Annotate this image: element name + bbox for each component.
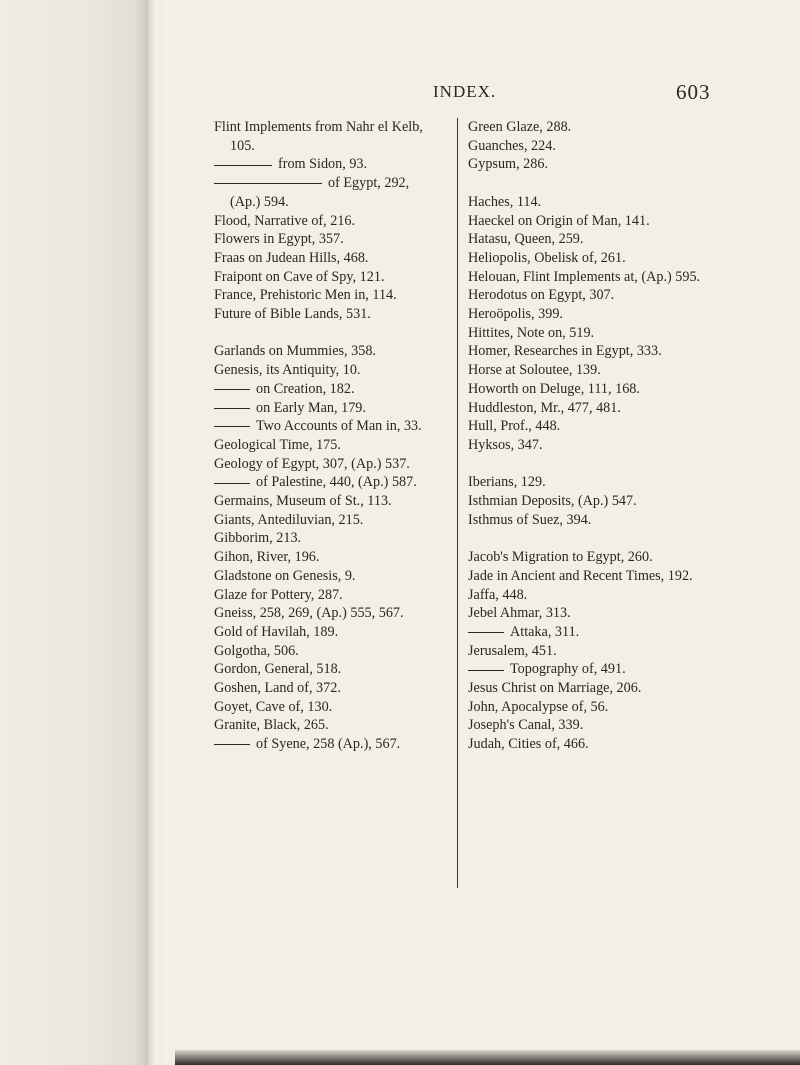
index-entry-text: Fraipont on Cave of Spy, 121.	[214, 268, 385, 285]
index-entry	[214, 529, 429, 548]
index-entry-text: Flowers in Egypt, 357.	[214, 231, 344, 248]
index-entry-text: Huddleston, Mr., 477, 481.	[468, 399, 621, 416]
index-entry	[468, 567, 713, 586]
ditto-dash	[214, 744, 250, 745]
index-entry	[468, 492, 713, 511]
index-entry	[468, 380, 713, 399]
index-entry-text: Golgotha, 506.	[214, 642, 299, 659]
index-entry-text: Gordon, General, 518.	[214, 661, 342, 678]
index-entry	[468, 679, 713, 698]
index-entry	[214, 174, 429, 211]
index-entry	[214, 361, 429, 380]
index-entry-text: Homer, Researches in Egypt, 333.	[468, 343, 662, 360]
index-entry	[214, 604, 429, 623]
index-entry	[214, 586, 429, 605]
index-entry-text: John, Apocalypse of, 56.	[468, 698, 609, 715]
index-entry-text: Goshen, Land of, 372.	[214, 680, 341, 697]
index-entry	[214, 286, 429, 305]
index-entry-text: Garlands on Mummies, 358.	[214, 343, 376, 360]
index-entry-text: Haches, 114.	[468, 193, 542, 210]
index-entry-text: Goyet, Cave of, 130.	[214, 698, 333, 715]
index-entry	[468, 118, 713, 137]
index-entry	[214, 623, 429, 642]
index-entry	[468, 642, 713, 661]
index-entry-text: of Egypt, 292, (Ap.) 594.	[230, 175, 410, 210]
page-bottom-edge	[175, 1050, 800, 1065]
index-entry	[214, 399, 429, 418]
ditto-dash	[214, 165, 272, 166]
index-entry-text: Judah, Cities of, 466.	[468, 736, 589, 753]
index-entry-text: Gneiss, 258, 269, (Ap.) 555, 567.	[214, 605, 404, 622]
index-entry-text: Heroöpolis, 399.	[468, 306, 563, 323]
index-entry	[214, 212, 429, 231]
index-entry-text: Jebel Ahmar, 313.	[468, 605, 571, 622]
index-entry-text: Germains, Museum of St., 113.	[214, 493, 392, 510]
index-entry	[468, 137, 713, 156]
ditto-dash	[214, 483, 250, 484]
index-entry	[468, 249, 713, 268]
ditto-dash	[214, 183, 322, 184]
index-entry	[214, 735, 429, 754]
index-entry-text: Giants, Antediluvian, 215.	[214, 511, 364, 528]
book-gutter	[148, 0, 162, 1065]
index-entry-text: Hull, Prof., 448.	[468, 418, 561, 435]
index-entry-text: Gold of Havilah, 189.	[214, 623, 339, 640]
index-entry-text: on Early Man, 179.	[256, 399, 366, 416]
index-entry-text: Gihon, River, 196.	[214, 549, 320, 566]
index-entry-text: Geological Time, 175.	[214, 436, 341, 453]
index-entry	[214, 118, 429, 155]
facing-page-bleed	[0, 0, 150, 1065]
index-entry-text: Isthmian Deposits, (Ap.) 547.	[468, 493, 637, 510]
ditto-dash	[214, 408, 250, 409]
index-entry	[468, 324, 713, 343]
index-entry-text: Fraas on Judean Hills, 468.	[214, 249, 369, 266]
index-entry-text: Gibborim, 213.	[214, 530, 302, 547]
index-entry-text: Hyksos, 347.	[468, 436, 543, 453]
index-entry	[468, 417, 713, 436]
index-entry	[468, 361, 713, 380]
index-entry	[468, 473, 713, 492]
page-number: 603	[676, 80, 711, 104]
index-entry-text: Herodotus on Egypt, 307.	[468, 287, 615, 304]
index-entry-text: Hittites, Note on, 519.	[468, 324, 595, 341]
ditto-dash	[214, 426, 250, 427]
page-header	[0, 80, 800, 110]
index-entry-text: Haeckel on Origin of Man, 141.	[468, 212, 650, 229]
index-column-right	[468, 118, 713, 754]
index-entry	[214, 660, 429, 679]
index-entry	[468, 716, 713, 735]
index-entry-text: Flint Implements from Nahr el Kelb, 105.	[214, 119, 423, 154]
index-entry-text: Heliopolis, Obelisk of, 261.	[468, 249, 626, 266]
index-entry-text: Hatasu, Queen, 259.	[468, 231, 584, 248]
index-entry-text: Jade in Ancient and Recent Times, 192.	[468, 567, 693, 584]
index-entry-text: Gladstone on Genesis, 9.	[214, 567, 356, 584]
ditto-dash	[468, 670, 504, 671]
index-entry	[214, 455, 429, 474]
index-entry-text: Howorth on Deluge, 111, 168.	[468, 380, 640, 397]
ditto-dash	[468, 632, 504, 633]
index-entry-text: Glaze for Pottery, 287.	[214, 586, 343, 603]
index-entry-text: Geology of Egypt, 307, (Ap.) 537.	[214, 455, 410, 472]
index-entry	[214, 679, 429, 698]
index-entry	[468, 660, 713, 679]
index-entry	[214, 511, 429, 530]
index-entry	[468, 305, 713, 324]
index-entry	[468, 698, 713, 717]
column-divider	[457, 118, 458, 888]
index-entry	[214, 230, 429, 249]
index-entry	[468, 399, 713, 418]
index-entry	[468, 735, 713, 754]
index-entry-text: Isthmus of Suez, 394.	[468, 511, 592, 528]
index-entry-text: Green Glaze, 288.	[468, 119, 572, 135]
index-entry	[214, 305, 429, 324]
ditto-dash	[214, 389, 250, 390]
index-entry	[214, 716, 429, 735]
index-entry-text: Jesus Christ on Marriage, 206.	[468, 680, 642, 697]
index-entry-text: Flood, Narrative of, 216.	[214, 212, 356, 229]
index-entry	[214, 567, 429, 586]
index-entry	[468, 268, 713, 287]
index-entry-text: Genesis, its Antiquity, 10.	[214, 362, 361, 379]
index-entry	[468, 548, 713, 567]
index-entry	[468, 604, 713, 623]
running-title: INDEX.	[433, 82, 497, 101]
index-entry-text: Guanches, 224.	[468, 137, 556, 154]
index-entry-text: Attaka, 311.	[510, 623, 580, 640]
index-entry	[468, 193, 713, 212]
index-entry	[214, 155, 429, 174]
index-entry	[468, 230, 713, 249]
index-entry	[468, 212, 713, 231]
index-entry-text: Future of Bible Lands, 531.	[214, 306, 371, 323]
index-entry	[214, 380, 429, 399]
index-entry-text: of Palestine, 440, (Ap.) 587.	[256, 474, 417, 491]
index-entry	[214, 249, 429, 268]
index-entry	[468, 155, 713, 174]
index-entry-text: Iberians, 129.	[468, 474, 546, 491]
index-entry-text: on Creation, 182.	[256, 380, 355, 397]
index-entry	[214, 473, 429, 492]
index-entry	[468, 342, 713, 361]
index-entry-text: France, Prehistoric Men in, 114.	[214, 287, 397, 304]
index-entry-text: Gypsum, 286.	[468, 156, 549, 173]
index-entry	[214, 642, 429, 661]
index-entry-text: Two Accounts of Man in, 33.	[256, 418, 422, 435]
index-entry	[468, 511, 713, 530]
index-column-left	[214, 118, 429, 754]
index-entry-text: Jerusalem, 451.	[468, 642, 557, 659]
index-entry-text: Helouan, Flint Implements at, (Ap.) 595.	[468, 268, 701, 285]
index-entry-text: Jacob's Migration to Egypt, 260.	[468, 549, 653, 566]
index-entry-text: Granite, Black, 265.	[214, 717, 329, 734]
index-entry-text: from Sidon, 93.	[278, 156, 368, 173]
index-entry-text: Topography of, 491.	[510, 661, 626, 678]
index-entry	[214, 492, 429, 511]
index-entry	[214, 436, 429, 455]
index-entry-text: of Syene, 258 (Ap.), 567.	[256, 736, 401, 753]
index-entry	[468, 436, 713, 455]
index-entry	[468, 286, 713, 305]
index-entry	[214, 698, 429, 717]
index-entry	[468, 623, 713, 642]
index-entry	[214, 342, 429, 361]
index-entry-text: Horse at Soloutee, 139.	[468, 362, 601, 379]
index-entry	[214, 268, 429, 287]
index-entry-text: Jaffa, 448.	[468, 586, 528, 603]
index-entry	[214, 548, 429, 567]
index-entry-text: Joseph's Canal, 339.	[468, 717, 584, 734]
index-entry	[214, 417, 429, 436]
index-entry	[468, 586, 713, 605]
